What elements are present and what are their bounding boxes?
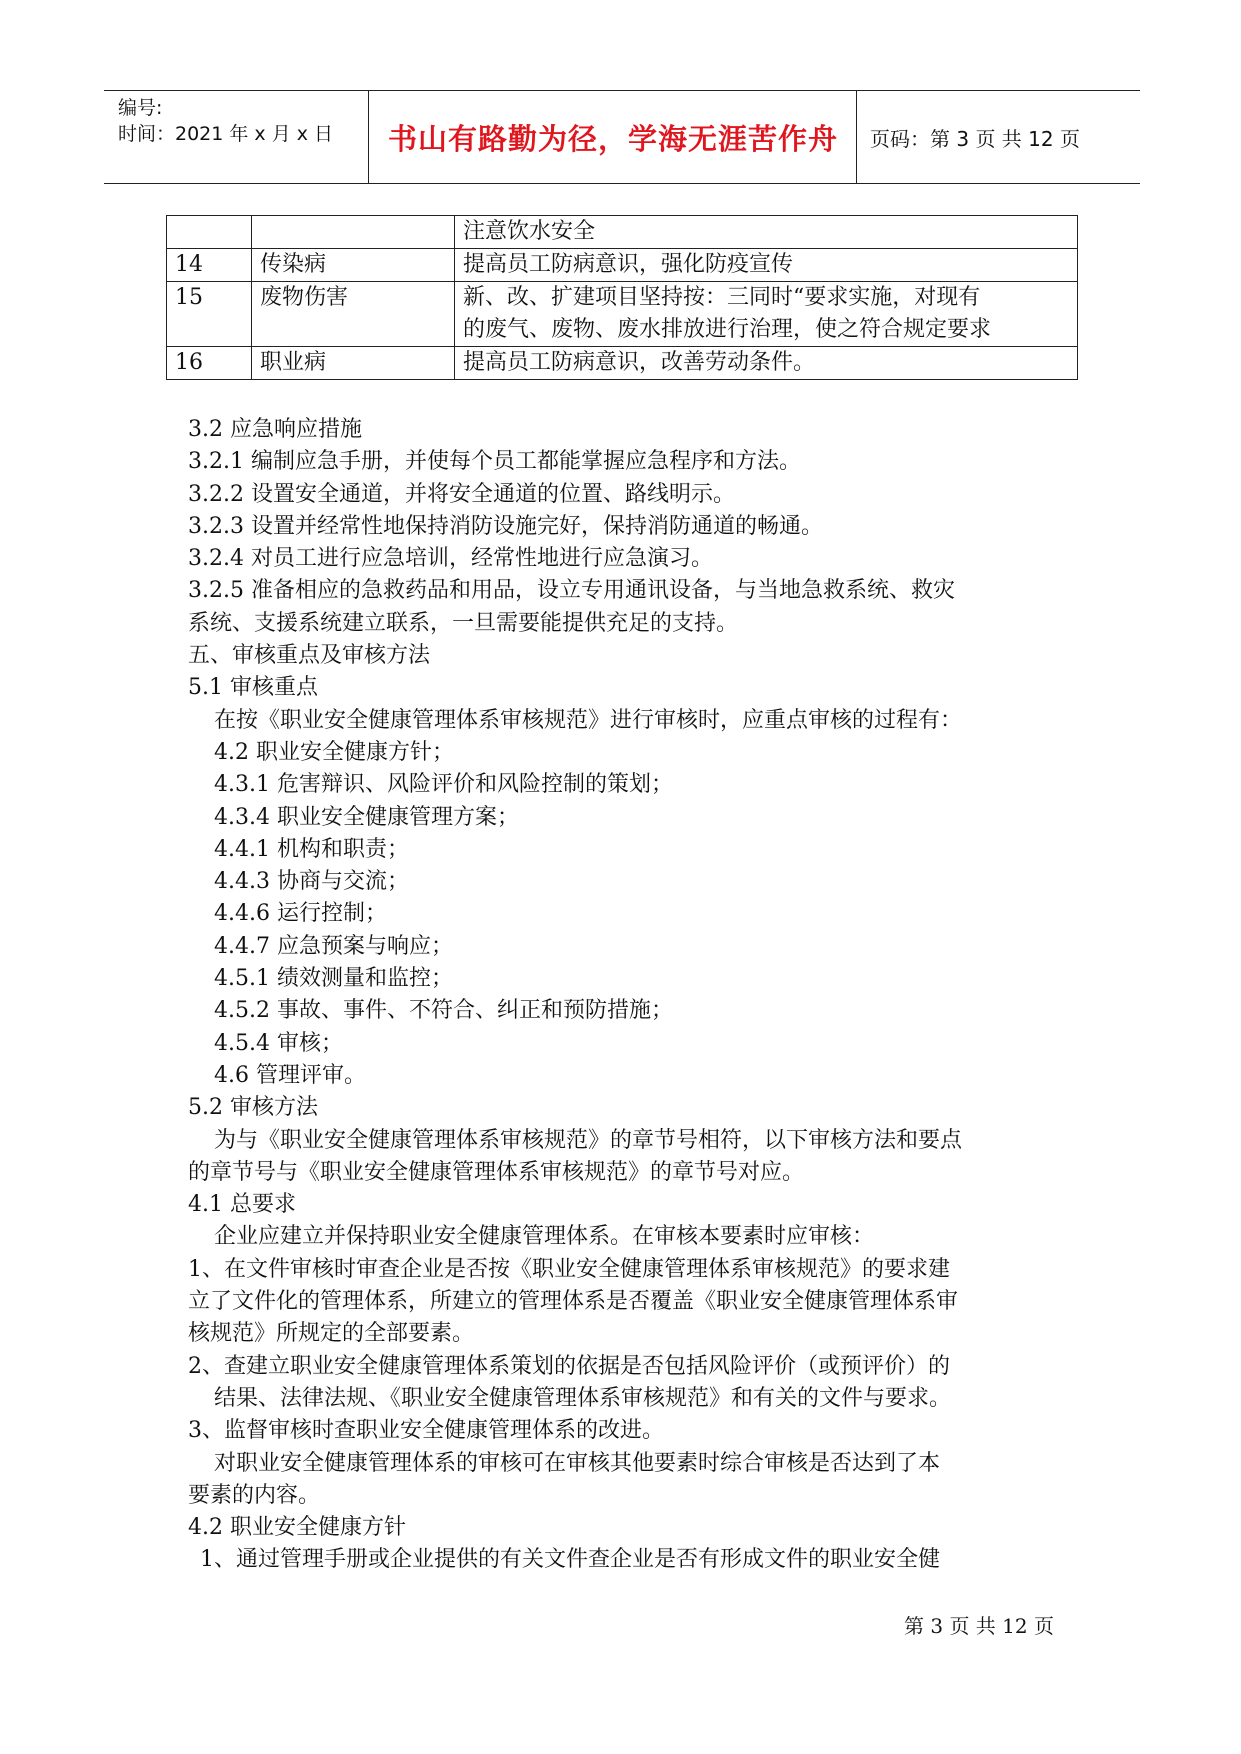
list-item: 4.4.6 运行控制； — [214, 901, 387, 927]
row-number — [167, 216, 252, 249]
measure-text — [455, 282, 1078, 347]
list-item: 4.3.1 危害辩识、风险评价和风险控制的策划； — [214, 772, 673, 798]
page-header — [104, 90, 1140, 184]
paragraph: 的章节号与《职业安全健康管理体系审核规范》的章节号对应。 — [188, 1159, 805, 1185]
list-item: 4.4.7 应急预案与响应； — [214, 933, 453, 959]
hazard-name: 职业病 — [252, 347, 455, 380]
time-label: 时间：2021 年 x 月 x 日 — [118, 123, 334, 145]
section-heading: 5.1 审核重点 — [188, 675, 318, 701]
paragraph: 3、监督审核时查职业安全健康管理体系的改进。 — [188, 1418, 664, 1444]
header-page-info: 页码：第 3 页 共 12 页 — [870, 126, 1080, 151]
measure-line: 提高员工防病意识，改善劳动条件。 — [463, 350, 816, 375]
section-heading: 4.2 职业安全健康方针 — [188, 1515, 406, 1541]
row-number: 15 — [167, 282, 252, 347]
hazard-name — [252, 216, 455, 249]
header-divider — [368, 91, 369, 183]
section-heading: 五、审核重点及审核方法 — [188, 643, 431, 669]
paragraph: 立了文件化的管理体系，所建立的管理体系是否覆盖《职业安全健康管理体系审 — [188, 1289, 959, 1315]
paragraph: 3.2.3 设置并经常性地保持消防设施完好，保持消防通道的畅通。 — [188, 513, 823, 539]
section-heading: 4.1 总要求 — [188, 1192, 296, 1218]
paragraph: 3.2.1 编制应急手册，并使每个员工都能掌握应急程序和方法。 — [188, 449, 801, 475]
paragraph: 对职业安全健康管理体系的审核可在审核其他要素时综合审核是否达到了本 — [214, 1450, 941, 1476]
header-divider — [856, 91, 857, 183]
paragraph: 为与《职业安全健康管理体系审核规范》的章节号相符，以下审核方法和要点 — [214, 1127, 963, 1153]
paragraph: 核规范》所规定的全部要素。 — [188, 1321, 475, 1347]
paragraph: 企业应建立并保持职业安全健康管理体系。在审核本要素时应审核： — [214, 1224, 875, 1250]
hazard-name: 废物伤害 — [252, 282, 455, 347]
row-number: 16 — [167, 347, 252, 380]
list-item: 4.3.4 职业安全健康管理方案； — [214, 804, 519, 830]
list-item: 4.4.3 协商与交流； — [214, 869, 409, 895]
paragraph: 系统、支援系统建立联系，一旦需要能提供充足的支持。 — [188, 610, 739, 636]
row-number: 14 — [167, 249, 252, 282]
paragraph: 3.2.5 准备相应的急救药品和用品，设立专用通讯设备，与当地急救系统、救灾 — [188, 578, 955, 604]
measure-line: 的废气、废物、废水排放进行治理，使之符合规定要求 — [463, 317, 992, 342]
paragraph: 在按《职业安全健康管理体系审核规范》进行审核时，应重点审核的过程有： — [214, 707, 963, 733]
measure-line: 注意饮水安全 — [463, 219, 596, 244]
paragraph: 结果、法律法规、《职业安全健康管理体系审核规范》和有关的文件与要求。 — [214, 1385, 952, 1411]
measure-text — [455, 347, 1078, 380]
measure-text — [455, 216, 1078, 249]
list-item: 4.5.2 事故、事件、不符合、纠正和预防措施； — [214, 998, 673, 1024]
list-item: 4.4.1 机构和职责； — [214, 836, 409, 862]
hazard-name: 传染病 — [252, 249, 455, 282]
section-heading: 3.2 应急响应措施 — [188, 417, 362, 442]
paragraph: 2、查建立职业安全健康管理体系策划的依据是否包括风险评价（或预评价）的 — [188, 1353, 950, 1379]
serial-number-label: 编号: — [118, 97, 163, 119]
paragraph: 3.2.2 设置安全通道，并将安全通道的位置、路线明示。 — [188, 481, 735, 507]
table-row — [167, 249, 1078, 282]
paragraph: 1、通过管理手册或企业提供的有关文件查企业是否有形成文件的职业安全健 — [200, 1547, 940, 1573]
section-heading: 5.2 审核方法 — [188, 1095, 318, 1121]
measure-text — [455, 249, 1078, 282]
measure-line: 提高员工防病意识，强化防疫宣传 — [463, 252, 794, 277]
paragraph: 要素的内容。 — [188, 1482, 321, 1508]
hazard-table — [166, 215, 1078, 380]
table-row — [167, 216, 1078, 249]
page-footer: 第 3 页 共 12 页 — [904, 1614, 1054, 1638]
measure-line: 新、改、扩建项目坚持按：三同时“要求实施，对现有 — [463, 285, 981, 310]
paragraph: 3.2.4 对员工进行应急培训，经常性地进行应急演习。 — [188, 546, 713, 572]
table-row — [167, 347, 1078, 380]
header-motto: 书山有路勤为径，学海无涯苦作舟 — [387, 121, 838, 156]
document-body — [188, 414, 1068, 1577]
paragraph: 1、在文件审核时审查企业是否按《职业安全健康管理体系审核规范》的要求建 — [188, 1256, 950, 1282]
list-item: 4.5.4 审核； — [214, 1030, 343, 1056]
list-item: 4.5.1 绩效测量和监控； — [214, 966, 453, 992]
table-row — [167, 282, 1078, 347]
list-item: 4.2 职业安全健康方针； — [214, 739, 454, 765]
list-item: 4.6 管理评审。 — [214, 1062, 366, 1088]
